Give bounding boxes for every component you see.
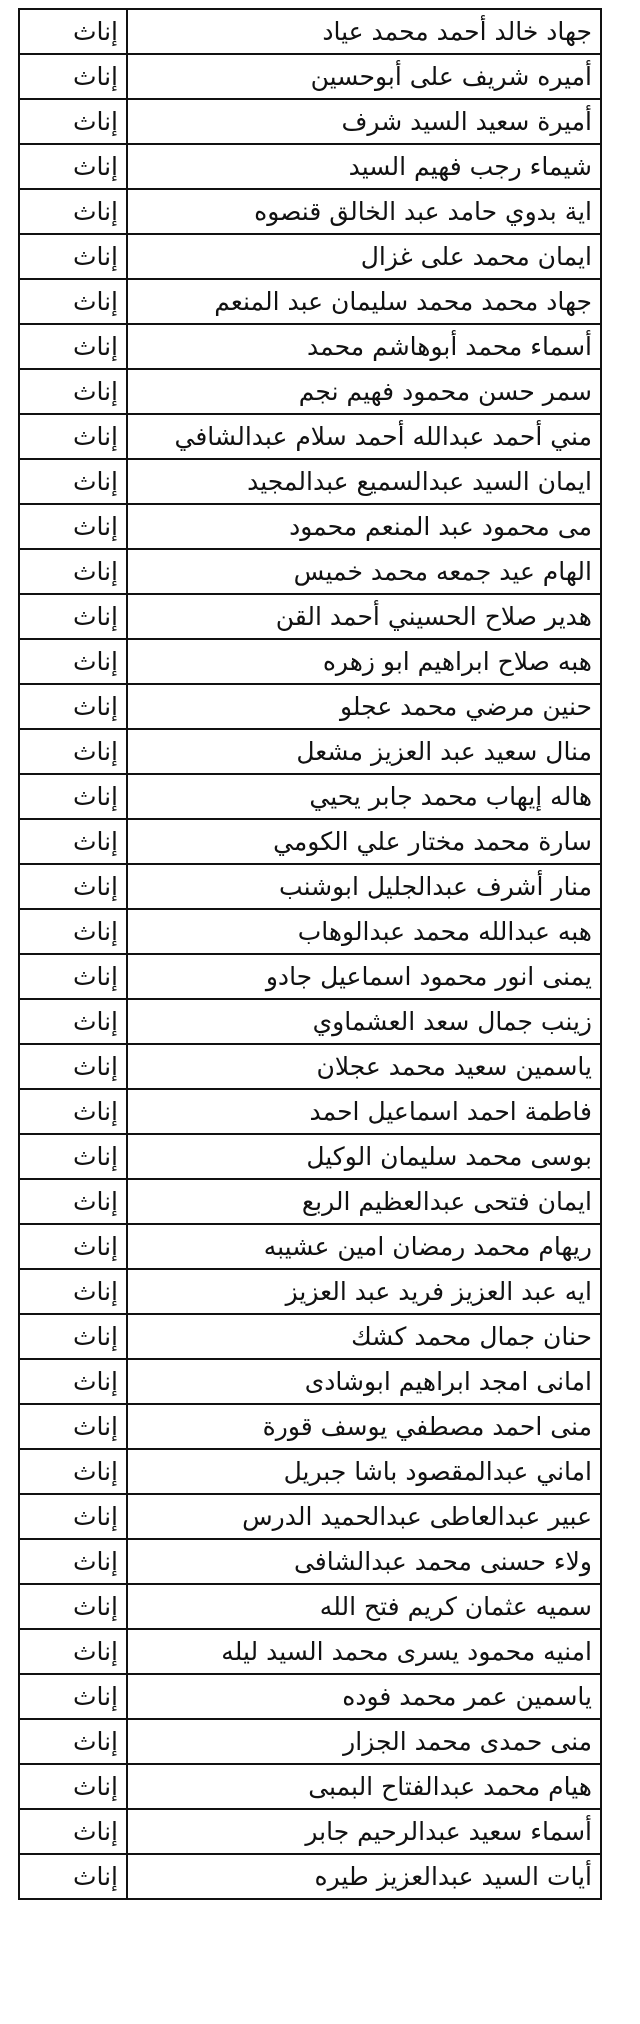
name-cell: زينب جمال سعد العشماوي <box>127 999 601 1044</box>
table-row <box>19 144 601 189</box>
table-row <box>19 1224 601 1269</box>
name-cell: الهام عيد جمعه محمد خميس <box>127 549 601 594</box>
table-row <box>19 504 601 549</box>
name-cell: شيماء رجب فهيم السيد <box>127 144 601 189</box>
gender-cell: إناث <box>19 999 127 1044</box>
name-cell: هبه عبدالله محمد عبدالوهاب <box>127 909 601 954</box>
table-row <box>19 324 601 369</box>
gender-cell: إناث <box>19 234 127 279</box>
gender-cell: إناث <box>19 144 127 189</box>
gender-cell: إناث <box>19 1134 127 1179</box>
table-row <box>19 1179 601 1224</box>
table-row <box>19 1809 601 1854</box>
gender-cell: إناث <box>19 1314 127 1359</box>
table-row <box>19 369 601 414</box>
name-cell: ولاء حسنى محمد عبدالشافى <box>127 1539 601 1584</box>
name-cell: ايمان فتحى عبدالعظيم الربع <box>127 1179 601 1224</box>
table-row <box>19 819 601 864</box>
name-cell: مى محمود عبد المنعم محمود <box>127 504 601 549</box>
name-cell: أميره شريف على أبوحسين <box>127 54 601 99</box>
table-row <box>19 414 601 459</box>
gender-cell: إناث <box>19 1584 127 1629</box>
gender-cell: إناث <box>19 414 127 459</box>
name-cell: سمر حسن محمود فهيم نجم <box>127 369 601 414</box>
name-cell: هيام محمد عبدالفتاح البمبى <box>127 1764 601 1809</box>
table-row <box>19 594 601 639</box>
gender-cell: إناث <box>19 1809 127 1854</box>
table-row <box>19 549 601 594</box>
gender-cell: إناث <box>19 684 127 729</box>
gender-cell: إناث <box>19 1269 127 1314</box>
gender-cell: إناث <box>19 774 127 819</box>
table-row <box>19 954 601 999</box>
gender-cell: إناث <box>19 1494 127 1539</box>
gender-cell: إناث <box>19 1044 127 1089</box>
name-cell: هدير صلاح الحسيني أحمد القن <box>127 594 601 639</box>
name-cell: عبير عبدالعاطى عبدالحميد الدرس <box>127 1494 601 1539</box>
gender-cell: إناث <box>19 99 127 144</box>
name-cell: حنان جمال محمد كشك <box>127 1314 601 1359</box>
name-cell: منال سعيد عبد العزيز مشعل <box>127 729 601 774</box>
table-row <box>19 729 601 774</box>
table-row <box>19 189 601 234</box>
table-row <box>19 1359 601 1404</box>
name-cell: حنين مرضي محمد عجلو <box>127 684 601 729</box>
gender-cell: إناث <box>19 909 127 954</box>
table-row <box>19 1539 601 1584</box>
table-row <box>19 459 601 504</box>
gender-cell: إناث <box>19 1719 127 1764</box>
name-cell: اماني عبدالمقصود باشا جبريل <box>127 1449 601 1494</box>
gender-cell: إناث <box>19 549 127 594</box>
table-row <box>19 639 601 684</box>
gender-cell: إناث <box>19 1359 127 1404</box>
table-row <box>19 1854 601 1899</box>
name-cell: ايمان محمد على غزال <box>127 234 601 279</box>
name-cell: ريهام محمد رمضان امين عشيبه <box>127 1224 601 1269</box>
gender-cell: إناث <box>19 189 127 234</box>
name-cell: أيات السيد عبدالعزيز طيره <box>127 1854 601 1899</box>
name-cell: أسماء سعيد عبدالرحيم جابر <box>127 1809 601 1854</box>
name-cell: جهاد خالد أحمد محمد عياد <box>127 9 601 54</box>
name-cell: ايه عبد العزيز فريد عبد العزيز <box>127 1269 601 1314</box>
gender-cell: إناث <box>19 504 127 549</box>
name-cell: جهاد محمد محمد سليمان عبد المنعم <box>127 279 601 324</box>
name-cell: امنيه محمود يسرى محمد السيد ليله <box>127 1629 601 1674</box>
name-cell: هاله إيهاب محمد جابر يحيي <box>127 774 601 819</box>
name-cell: أسماء محمد أبوهاشم محمد <box>127 324 601 369</box>
name-cell: سميه عثمان كريم فتح الله <box>127 1584 601 1629</box>
gender-cell: إناث <box>19 1089 127 1134</box>
name-cell: أميرة سعيد السيد شرف <box>127 99 601 144</box>
name-cell: ياسمين عمر محمد فوده <box>127 1674 601 1719</box>
gender-cell: إناث <box>19 594 127 639</box>
name-cell: امانى امجد ابراهيم ابوشادى <box>127 1359 601 1404</box>
name-cell: يمنى انور محمود اسماعيل جادو <box>127 954 601 999</box>
table-row <box>19 9 601 54</box>
table-row <box>19 684 601 729</box>
gender-cell: إناث <box>19 1629 127 1674</box>
gender-cell: إناث <box>19 9 127 54</box>
table-row <box>19 999 601 1044</box>
gender-cell: إناث <box>19 1539 127 1584</box>
table-row <box>19 54 601 99</box>
gender-cell: إناث <box>19 279 127 324</box>
gender-cell: إناث <box>19 1449 127 1494</box>
table-row <box>19 1764 601 1809</box>
table-row <box>19 1044 601 1089</box>
gender-cell: إناث <box>19 1179 127 1224</box>
name-cell: اية بدوي حامد عبد الخالق قنصوه <box>127 189 601 234</box>
gender-cell: إناث <box>19 1764 127 1809</box>
gender-cell: إناث <box>19 1404 127 1449</box>
roster-table <box>18 8 602 1900</box>
table-row <box>19 1314 601 1359</box>
gender-cell: إناث <box>19 729 127 774</box>
name-cell: فاطمة احمد اسماعيل احمد <box>127 1089 601 1134</box>
table-row <box>19 1449 601 1494</box>
table-row <box>19 909 601 954</box>
table-row <box>19 1089 601 1134</box>
table-row <box>19 1404 601 1449</box>
gender-cell: إناث <box>19 369 127 414</box>
gender-cell: إناث <box>19 459 127 504</box>
gender-cell: إناث <box>19 819 127 864</box>
name-cell: بوسى محمد سليمان الوكيل <box>127 1134 601 1179</box>
roster-body <box>19 9 601 1899</box>
table-row <box>19 1629 601 1674</box>
name-cell: سارة محمد مختار علي الكومي <box>127 819 601 864</box>
gender-cell: إناث <box>19 1854 127 1899</box>
name-cell: منار أشرف عبدالجليل ابوشنب <box>127 864 601 909</box>
name-cell: منى احمد مصطفي يوسف قورة <box>127 1404 601 1449</box>
name-cell: هبه صلاح ابراهيم ابو زهره <box>127 639 601 684</box>
name-cell: ايمان السيد عبدالسميع عبدالمجيد <box>127 459 601 504</box>
table-row <box>19 1719 601 1764</box>
gender-cell: إناث <box>19 54 127 99</box>
table-row <box>19 774 601 819</box>
gender-cell: إناث <box>19 1224 127 1269</box>
document-page <box>8 8 632 2016</box>
gender-cell: إناث <box>19 1674 127 1719</box>
table-row <box>19 1269 601 1314</box>
table-row <box>19 99 601 144</box>
gender-cell: إناث <box>19 639 127 684</box>
table-row <box>19 279 601 324</box>
name-cell: مني أحمد عبدالله أحمد سلام عبدالشافي <box>127 414 601 459</box>
table-row <box>19 1134 601 1179</box>
table-row <box>19 1584 601 1629</box>
gender-cell: إناث <box>19 954 127 999</box>
table-row <box>19 234 601 279</box>
table-row <box>19 1674 601 1719</box>
gender-cell: إناث <box>19 864 127 909</box>
name-cell: منى حمدى محمد الجزار <box>127 1719 601 1764</box>
gender-cell: إناث <box>19 324 127 369</box>
name-cell: ياسمين سعيد محمد عجلان <box>127 1044 601 1089</box>
table-row <box>19 1494 601 1539</box>
table-row <box>19 864 601 909</box>
